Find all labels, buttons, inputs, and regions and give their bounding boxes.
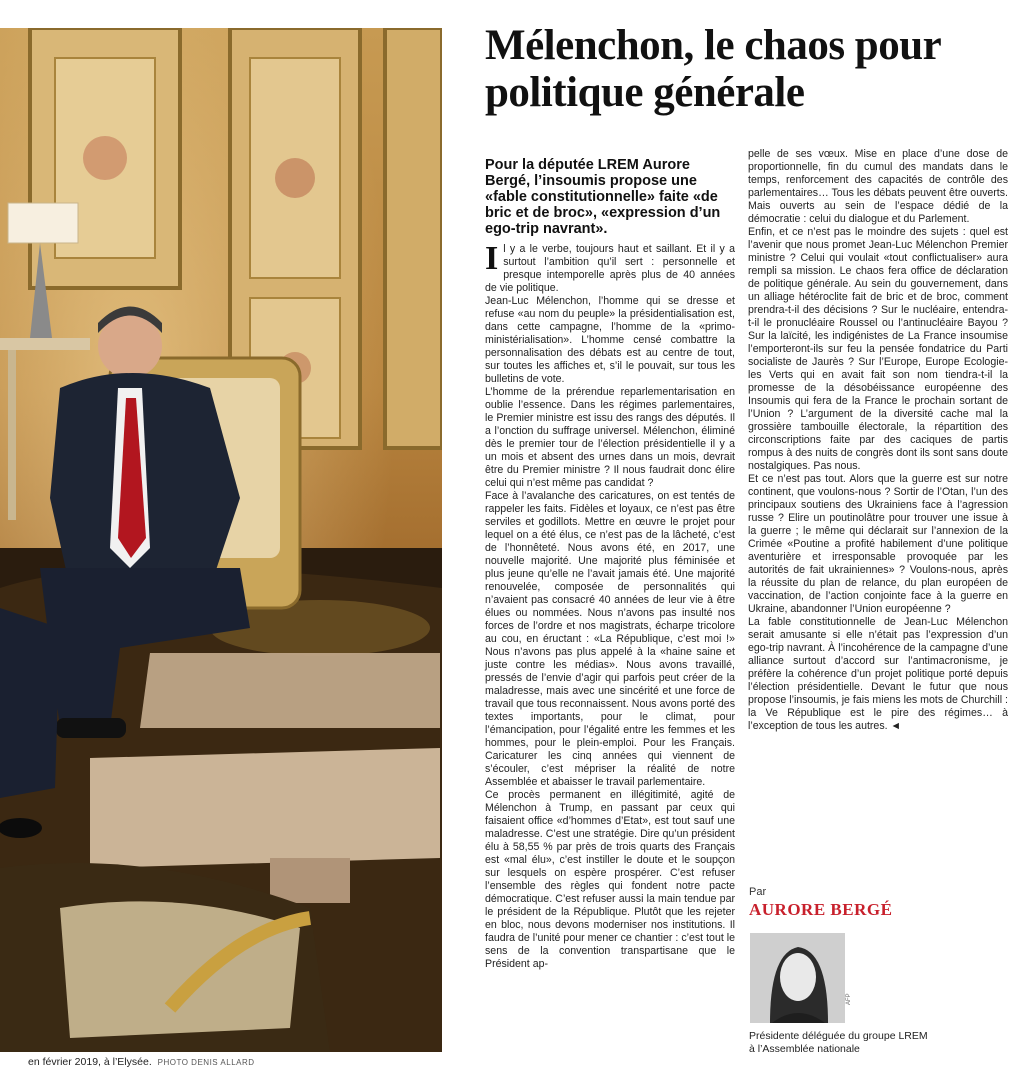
article-lead: Pour la députée LREM Aurore Bergé, l’insoumis propose une «fable constitutionnelle» faite «de bric et de broc», «expression d’un ego-trip navrant». xyxy=(485,157,721,237)
article-column-1 xyxy=(485,240,735,971)
article-photo xyxy=(0,28,442,1052)
paragraph: l y a le verbe, toujours haut et saillant. Et il y a surtout l’ambition qu’il sert : personnelle et presque intemporelle après plus de 40 années de vie politique. xyxy=(485,243,735,294)
photo-illustration xyxy=(0,28,442,1052)
author-bio: Présidente déléguée du groupe LREM à l’Assemblée nationale xyxy=(749,1030,928,1055)
byline-prefix: Par xyxy=(749,886,767,898)
photo-credit: PHOTO DENIS ALLARD xyxy=(157,1058,255,1067)
portrait-credit: AFP xyxy=(846,993,852,1005)
paragraph: Jean-Luc Mélenchon, l’homme qui se dresse et refuse «au nom du peuple» la présidentialisation est, dans cette campagne, l’homme de la «primo-ministérialisation». L’homme censé combattre la personnalisation des débats est au centre de tout, sur toutes les affiches et, s’il le pouvait, sur tous les bulletins de vote. xyxy=(485,295,735,385)
photo-caption-text: en février 2019, à l’Elysée. xyxy=(28,1056,152,1068)
photo-caption xyxy=(28,1056,255,1068)
author-portrait xyxy=(750,933,845,1023)
paragraph: Et ce n’est pas tout. Alors que la guerre est sur notre continent, que voulons-nous ? Sortir de l’Otan, l’un des principaux soutiens des Ukrainiens face à l’agression russe ? Elire un poutinolâtre pour trouver une issue à la guerre ; le même qui déclarait sur l’annexion de la Crimée «Poutine a profité habilement d’une politique aventurière et irresponsable provoquée par les autorités de fait ukrainiennes» ? Voulons-nous, après la réussite du plan de relance, du plan européen de vaccination, de l’action conjointe face à la guerre en Ukraine, abandonner l’Union européenne ? xyxy=(748,473,1008,615)
paragraph: La fable constitutionnelle de Jean-Luc Mélenchon serait amusante si elle n’était pas l’expression d’un ego-trip navrant. À l’incohérence de la campagne d’une alliance surtout d’accord sur l’antimacronisme, je préfère la cohérence d’un projet politique porté depuis l’élection présidentielle. Devant le futur que nous propose l’insoumis, je fais miens les mots de Churchill : la Ve République est le pire des régimes… à l’exception de tous les autres. ◄ xyxy=(748,616,1008,732)
paragraph: Ce procès permanent en illégitimité, agité de Mélenchon à Trump, en passant par ceux qui faisaient office «d’hommes d’Etat», est tout sauf une maladresse. C’est une stratégie. Dire qu’un président élu à 58,55 % par près de trois quarts des Français est «mal élu», c’est instiller le doute et le soupçon sur lesquels on espère prospérer. C’est refuser l’ensemble des règles qui fondent notre pacte démocratique. C’est refuser aussi la main tendue par le président de la République. Plutôt que les rejeter en bloc, nous devons moderniser nos institutions. Il faudra de l’unité pour mener ce chantier : c’est tout le sens de la convention transpartisane que le Président ap- xyxy=(485,789,735,970)
author-name: AURORE BERGÉ xyxy=(749,900,893,919)
drop-cap: I xyxy=(485,240,499,277)
paragraph: L’homme de la prérendue reparlementarisation en oublie l’essence. Dans les régimes parlementaires, le Premier ministre est issu des rangs des députés. Il a l’onction du suffrage universel. Mélenchon, éliminé dès le premier tour de l’élection présidentielle il y a un mois et absent des urnes dans un mois, devrait être du Premier ministre ? Il nous faudrait donc élire celui qui n’est même pas candidat ? xyxy=(485,386,735,489)
paragraph: Face à l’avalanche des caricatures, on est tentés de rappeler les faits. Fidèles et loyaux, ce n’est pas être serviles et godillots. Mettre en œuvre le projet pour lequel on a été élus, ce n’est pas de la lâcheté, c’est de l’honnêteté. Nous avons été, en 2017, une nouvelle majorité. Une majorité plus féminisée et plus jeune qu’elle ne l’avait jamais été. Une majorité renouvelée, composée de personnalités qui n’avaient pas consacré 40 années de leur vie à être élues ou nommées. Nous n’avons pas insulté nos forces de l’ordre et nos magistrats, écharpe tricolore au cou, en éructant : «La République, c’est moi !» Nous n’avons pas plus appelé à la «haine saine et juste contre les médias». Nous avons travaillé, pressés de l’envie d’agir qui parfois peut créer de la maladresse, mais avec une sincérité et une force de travail que tous reconnaissent. Nous avons porté des textes importants, pour le climat, pour l’émancipation, pour l’égalité entre les femmes et les hommes, pour le plein-emploi. Pour les Français. Caricaturer les cinq années qui viennent de s’écouler, c’est mépriser la réalité de notre Assemblée et abaisser le travail parlementaire. xyxy=(485,490,735,788)
portrait-illustration xyxy=(750,933,845,1023)
paragraph: Enfin, et ce n’est pas le moindre des sujets : quel est l’avenir que nous promet Jean-Luc Mélenchon Premier ministre ? Celui qui voulait «tout conflictualiser» aura rempli sa mission. Le chaos fera office de déclaration de politique générale. Au sein du gouvernement, dans un alliage hétéroclite fait de bric et de broc, comment prendra-t-il des décisions ? Sur le nucléaire, entendra-t-il le pronucléaire Roussel ou l’antinucléaire Bayou ? Sur la laïcité, les indigénistes de La France insoumise l’emporteront-ils sur feu la pensée fondatrice du Parti socialiste de Jaurès ? Sur l’Europe, Europe Ecologie-les Verts qui en avait fait son nom tiendra-t-il la promesse de la désobéissance européenne des Insoumis qui fera de la France le prochain sortant de l’Union ? L’argument de la diversité cache mal la grossière tambouille électorale, la répartition des circonscriptions faite par des caciques de partis rompus à des nuits de congrès dont ils sont sans doute nostalgiques. Pas nous. xyxy=(748,226,1008,472)
paragraph: pelle de ses vœux. Mise en place d’une dose de proportionnelle, fin du cumul des mandats dans le temps, renforcement des capacités de contrôle des parlementaires… Tous les débats peuvent être ouverts. Mais ouverts au sein de l’espace dédié de la démocratie : celui du dialogue et du Parlement. xyxy=(748,148,1008,225)
article-title: Mélenchon, le chaos pour politique générale xyxy=(485,22,941,116)
article-column-2 xyxy=(748,148,1008,733)
